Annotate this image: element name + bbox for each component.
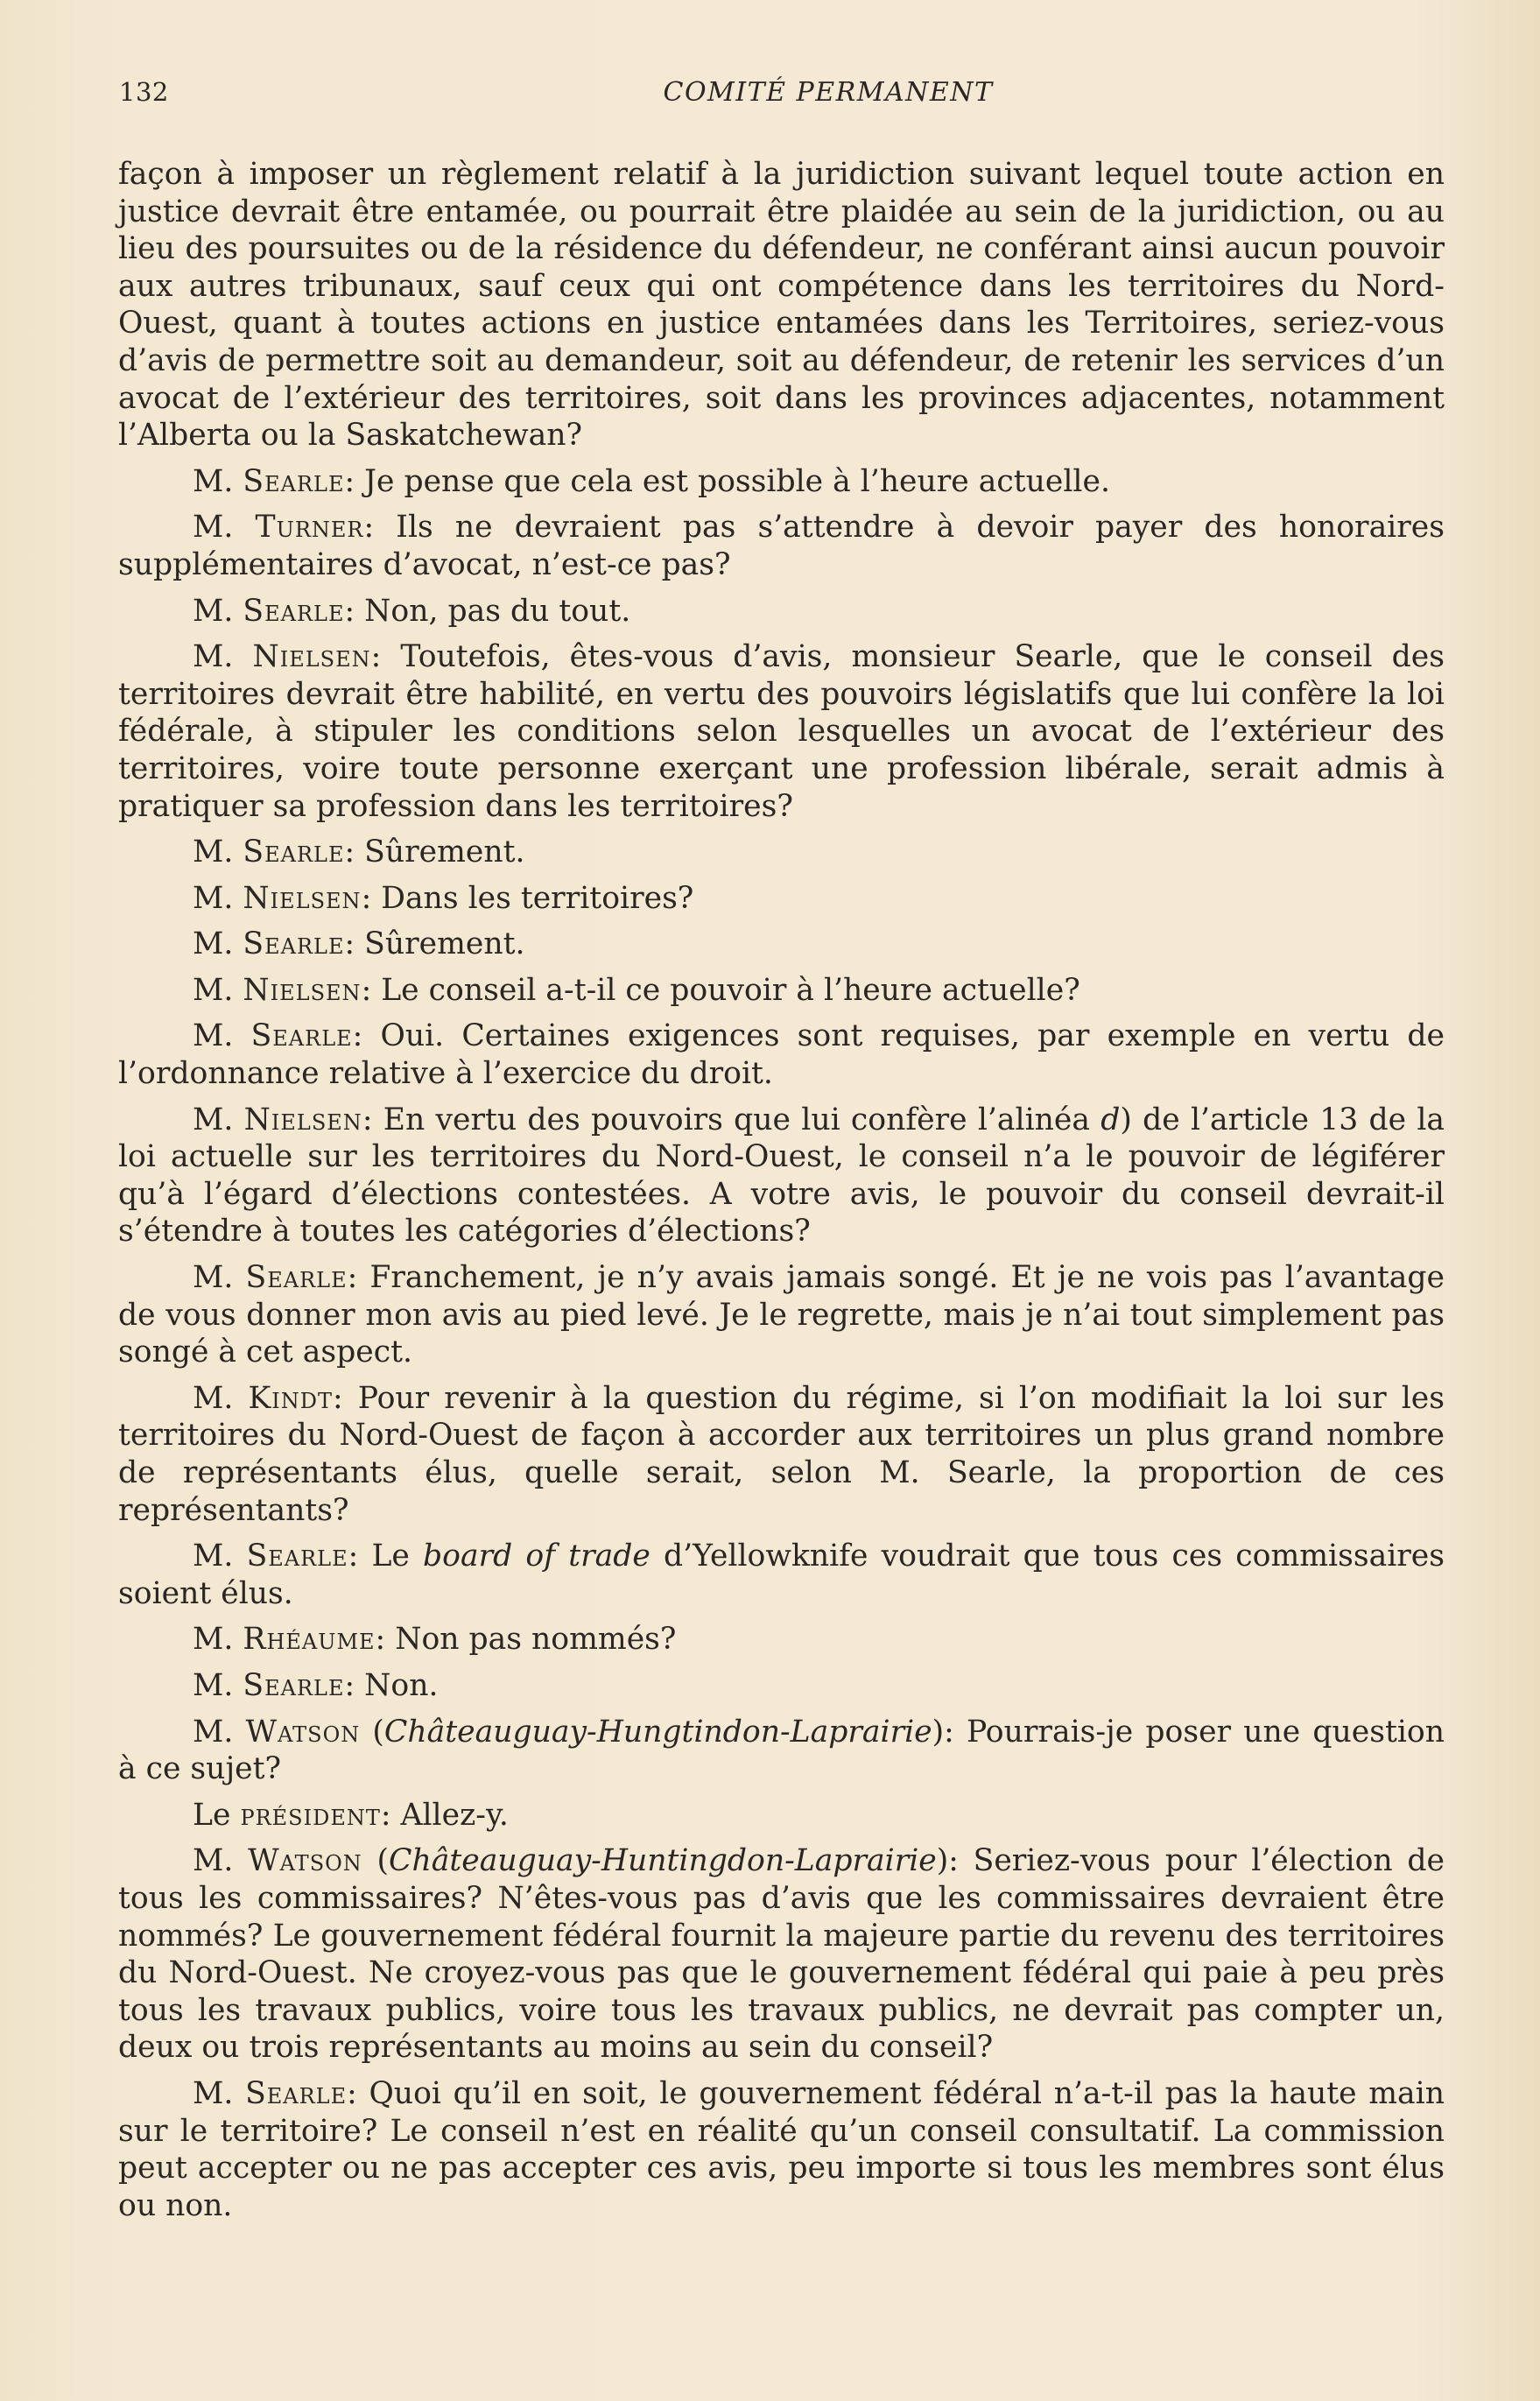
- exchange-paragraph: M. Searle: Sûrement.: [193, 926, 525, 962]
- speaker-title: M.: [193, 510, 234, 546]
- speaker-name: président: [240, 1797, 381, 1833]
- speaker-title: M.: [193, 880, 234, 916]
- exchange-paragraph: M. Nielsen: Dans les territoires?: [193, 880, 694, 916]
- speaker-title: M.: [193, 1102, 234, 1137]
- speaker-title: M.: [193, 463, 234, 499]
- speaker-name: Searle: [250, 1018, 353, 1054]
- italic-term: board of trade: [423, 1538, 650, 1574]
- speech-text: Seriez-vous pour l’élection de tous les commissaires? N’êtes-vous pas d’avis que les commissaires devraient être nommés? Le gouvernement fédéral fournit la majeure partie du revenu des territoires du Nord-Ouest. Ne croyez-vous pas que le gouvernement fédéral qui paie à peu près tous les travaux publics, voire tous les travaux publics, ne devrait pas compter un, deux ou trois représentants au moins au sein du conseil?: [118, 1843, 1445, 2066]
- speech-text: Non.: [364, 1667, 439, 1703]
- speaker-name: Searle: [243, 463, 345, 499]
- speaker-title: M.: [193, 1667, 234, 1703]
- exchange-paragraph: M. Searle: Non.: [193, 1667, 439, 1703]
- exchange-paragraph: M. Nielsen: Le conseil a-t-il ce pouvoir à l’heure actuelle?: [193, 972, 1080, 1008]
- exchange-paragraph: M. Searle: Franchement, je n’y avais jamais songé. Et je ne vois pas l’avantage de vous donner mon avis au pied levé. Je le regrette, mais je n’ai tout simplement pas songé à cet aspect.: [118, 1260, 1445, 1370]
- speech-text: Non, pas du tout.: [364, 593, 631, 629]
- speech-text: Franchement, je n’y avais jamais songé. Et je ne vois pas l’avantage de vous donner mon avis au pied levé. Je le regrette, mais je n’ai tout simplement pas songé à cet aspect.: [118, 1260, 1445, 1370]
- speaker-name: Searle: [246, 1538, 348, 1574]
- speech-text: En vertu des pouvoirs que lui confère l’alinéa: [383, 1102, 1090, 1137]
- speaker-title: M.: [193, 2075, 234, 2111]
- speaker-title: M.: [193, 834, 234, 870]
- speech-text: d’Yellowknife voudrait que tous ces commissaires soient élus.: [118, 1538, 1445, 1611]
- speaker-title: Le: [193, 1797, 231, 1833]
- page-number: 132: [119, 77, 169, 107]
- speaker-name: Rhéaume: [243, 1622, 376, 1658]
- exchange-paragraph: M. Searle: Non, pas du tout.: [193, 593, 631, 629]
- speaker-title: M.: [193, 1380, 234, 1416]
- speaker-name: Searle: [243, 593, 345, 629]
- speaker-title: M.: [193, 926, 234, 962]
- speech-text: Non pas nommés?: [395, 1622, 677, 1658]
- exchange-paragraph: M. Watson (Châteauguay-Huntingdon-Laprairie): Seriez-vous pour l’élection de tous les commissaires? N’êtes-vous pas d’avis que les commissaires devraient être nommés? Le gouvernement fédéral fournit la majeure partie du revenu des territoires du Nord-Ouest. Ne croyez-vous pas que le gouvernement fédéral qui paie à peu près tous les travaux publics, voire tous les travaux publics, ne devrait pas compter un, deux ou trois représentants au moins au sein du conseil?: [118, 1843, 1445, 2066]
- speaker-name: Searle: [243, 1667, 345, 1703]
- exchange-paragraph: M. Nielsen: Toutefois, êtes-vous d’avis, monsieur Searle, que le conseil des territoires devrait être habilité, en vertu des pouvoirs législatifs que lui confère la loi fédérale, à stipuler les conditions selon lesquelles un avocat de l’extérieur des territoires, voire toute personne exerçant une profession libérale, serait admis à pratiquer sa profession dans les territoires?: [118, 639, 1445, 824]
- speech-text: Sûrement.: [364, 834, 525, 870]
- speaker-name: Nielsen: [252, 639, 371, 675]
- speech-text: Pour revenir à la question du régime, si l’on modifiait la loi sur les territoires du Nord-Ouest de façon à accorder aux territoires un plus grand nombre de représentants élus, quelle serait, selon M. Searle, la proportion de ces représentants?: [118, 1380, 1445, 1528]
- speech-text: Je pense que cela est possible à l’heure actuelle.: [364, 463, 1110, 499]
- transcript-body: [118, 156, 1445, 2233]
- speaker-name: Turner: [255, 510, 364, 546]
- speaker-name: Searle: [243, 926, 345, 962]
- italic-term: d: [1101, 1102, 1121, 1137]
- speaker-name: Searle: [245, 2075, 348, 2111]
- speech-text: Allez-y.: [400, 1797, 509, 1833]
- speech-text: ) de l’article 13 de la loi actuelle sur les territoires du Nord-Ouest, le conseil n’a le pouvoir de légiférer qu’à l’égard d’élections contestées. A votre avis, le pouvoir du conseil devrait-il s’étendre à toutes les catégories d’élections?: [118, 1102, 1445, 1250]
- riding-name: Châteauguay-Hungtindon-Laprairie: [383, 1714, 932, 1750]
- speaker-title: M.: [193, 1622, 234, 1658]
- exchange-paragraph: Le président: Allez-y.: [193, 1797, 509, 1833]
- speaker-title: M.: [193, 1260, 234, 1296]
- exchange-paragraph: M. Watson (Châteauguay-Hungtindon-Laprairie): Pourrais-je poser une question à ce sujet?: [118, 1714, 1445, 1787]
- speaker-name: Searle: [245, 1260, 348, 1296]
- speech-text: Ils ne devraient pas s’attendre à devoir payer des honoraires supplémentaires d’avocat, n’est-ce pas?: [118, 510, 1445, 582]
- running-title: COMITÉ PERMANENT: [663, 77, 994, 108]
- speaker-name: Kindt: [248, 1380, 334, 1416]
- speaker-title: M.: [193, 593, 234, 629]
- speech-text: Toutefois, êtes-vous d’avis, monsieur Searle, que le conseil des territoires devrait être habilité, en vertu des pouvoirs législatifs que lui confère la loi fédérale, à stipuler les conditions selon lesquelles un avocat de l’extérieur des territoires, voire toute personne exerçant une profession libérale, serait admis à pratiquer sa profession dans les territoires?: [118, 639, 1445, 824]
- speech-text: Le conseil a-t-il ce pouvoir à l’heure actuelle?: [381, 972, 1080, 1008]
- speaker-name: Nielsen: [243, 880, 362, 916]
- exchange-paragraph: M. Kindt: Pour revenir à la question du régime, si l’on modifiait la loi sur les territoires du Nord-Ouest de façon à accorder aux territoires un plus grand nombre de représentants élus, quelle serait, selon M. Searle, la proportion de ces représentants?: [118, 1380, 1445, 1528]
- speaker-name: Watson: [248, 1843, 362, 1879]
- exchange-paragraph: M. Searle: Quoi qu’il en soit, le gouvernement fédéral n’a-t-il pas la haute main sur le territoire? Le conseil n’est en réalité qu’un conseil consultatif. La commission peut accepter ou ne pas accepter ces avis, peu importe si tous les membres sont élus ou non.: [118, 2075, 1445, 2223]
- opening-paragraph: façon à imposer un règlement relatif à la juridiction suivant lequel toute action en justice devrait être entamée, ou pourrait être plaidée au sein de la juridiction, ou au lieu des poursuites ou de la résidence du défendeur, ne conférant ainsi aucun pouvoir aux autres tribunaux, sauf ceux qui ont compétence dans les territoires du Nord-Ouest, quant à toutes actions en justice entamées dans les Territoires, seriez-vous d’avis de permettre soit au demandeur, soit au défendeur, de retenir les services d’un avocat de l’extérieur des territoires, soit dans les provinces adjacentes, notamment l’Alberta ou la Saskatchewan?: [118, 157, 1445, 454]
- speech-text: Pourrais-je poser une question à ce sujet?: [118, 1714, 1445, 1787]
- speaker-name: Searle: [243, 834, 345, 870]
- speaker-title: M.: [193, 1018, 234, 1054]
- exchange-paragraph: M. Rhéaume: Non pas nommés?: [193, 1622, 677, 1658]
- speech-text: Le: [371, 1538, 410, 1574]
- exchange-paragraph: M. Searle: Sûrement.: [193, 834, 525, 870]
- speaker-name: Watson: [245, 1714, 361, 1750]
- speech-text: Quoi qu’il en soit, le gouvernement fédéral n’a-t-il pas la haute main sur le territoire? Le conseil n’est en réalité qu’un conseil consultatif. La commission peut accepter ou ne pas accepter ces avis, peu importe si tous les membres sont élus ou non.: [118, 2075, 1445, 2223]
- speaker-title: M.: [193, 1714, 234, 1750]
- riding-name: Châteauguay-Huntingdon-Laprairie: [389, 1843, 937, 1879]
- exchange-paragraph: M. Searle: Je pense que cela est possible à l’heure actuelle.: [193, 463, 1110, 499]
- speech-text: Sûrement.: [364, 926, 525, 962]
- speaker-title: M.: [193, 972, 234, 1008]
- speaker-title: M.: [193, 639, 234, 675]
- exchange-paragraph: M. Searle: Le board of trade d’Yellowknife voudrait que tous ces commissaires soient élus.: [118, 1538, 1445, 1611]
- speaker-title: M.: [193, 1538, 234, 1574]
- speech-text: Dans les territoires?: [381, 880, 694, 916]
- exchange-paragraph: M. Turner: Ils ne devraient pas s’attendre à devoir payer des honoraires supplémentaires d’avocat, n’est-ce pas?: [118, 510, 1445, 582]
- speech-text: Oui. Certaines exigences sont requises, par exemple en vertu de l’ordonnance relative à l’exercice du droit.: [118, 1018, 1445, 1092]
- page-header: [119, 77, 1450, 121]
- speaker-name: Nielsen: [243, 1102, 362, 1137]
- speaker-title: M.: [193, 1843, 234, 1879]
- exchange-paragraph: M. Nielsen: En vertu des pouvoirs que lui confère l’alinéa d) de l’article 13 de la loi actuelle sur les territoires du Nord-Ouest, le conseil n’a le pouvoir de légiférer qu’à l’égard d’élections contestées. A votre avis, le pouvoir du conseil devrait-il s’étendre à toutes les catégories d’élections?: [118, 1102, 1445, 1250]
- speaker-name: Nielsen: [243, 972, 362, 1008]
- exchange-paragraph: M. Searle: Oui. Certaines exigences sont requises, par exemple en vertu de l’ordonnance relative à l’exercice du droit.: [118, 1018, 1445, 1092]
